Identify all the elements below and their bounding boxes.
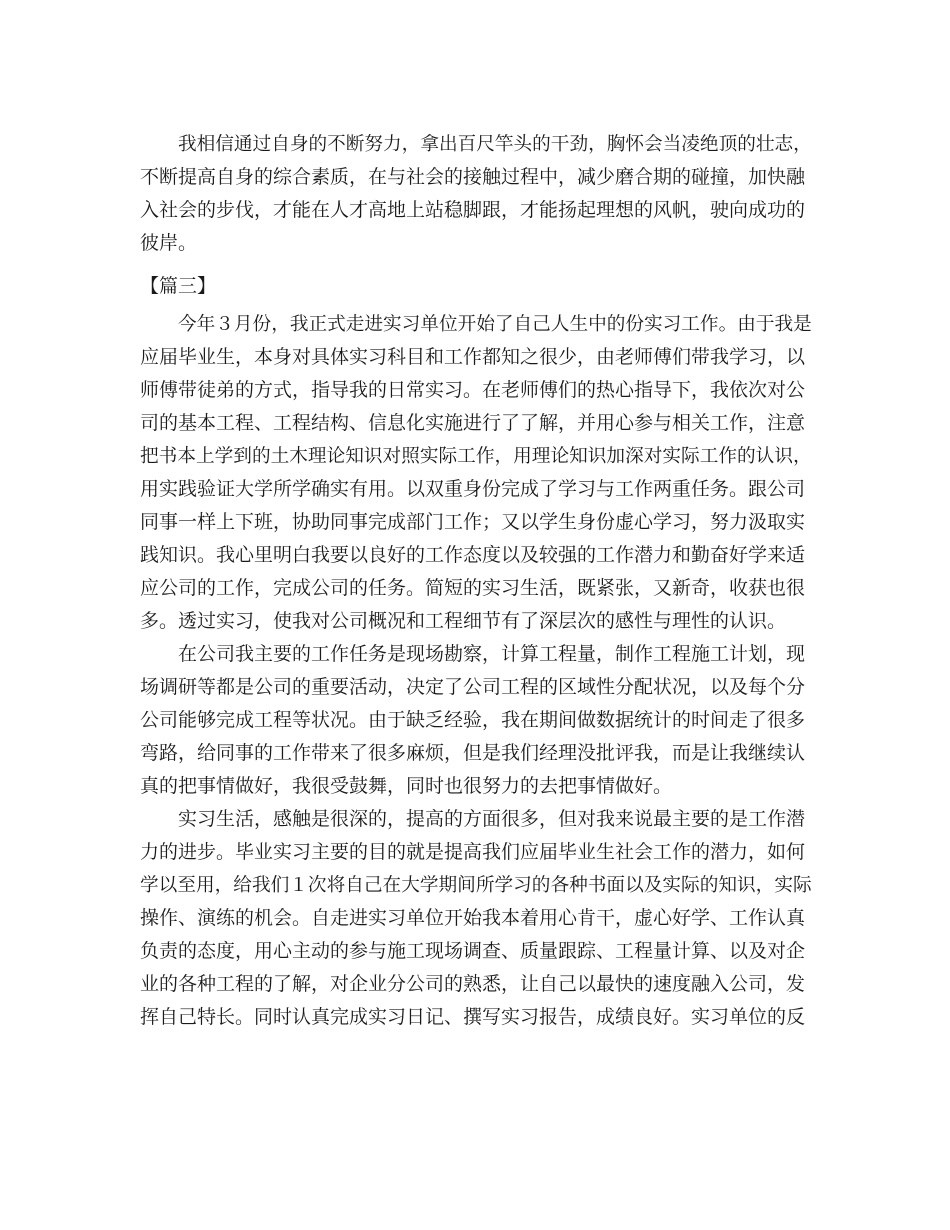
text-line: 把书本上学到的土木理论知识对照实际工作，用理论知识加深对实际工作的认识， [140,446,812,467]
text-line: 负责的态度，用心主动的参与施工现场调查、质量跟踪、工程量计算、以及对企 [140,940,806,962]
text-line: 用实践验证大学所学确实有用。以双重身份完成了学习与工作两重任务。跟公司 [140,478,806,500]
text-line: 弯路，给同事的工作带来了很多麻烦，但是我们经理没批评我，而是让我继续认 [140,742,806,764]
text-line: 场调研等都是公司的重要活动，决定了公司工程的区域性分配状况，以及每个分 [140,676,806,698]
text-line: 我相信通过自身的不断努力，拿出百尺竿头的干劲，胸怀会当凌绝顶的壮志， [178,134,812,155]
text-line: 师傅带徒弟的方式，指导我的日常实习。在老师傅们的热心指导下，我依次对公 [140,379,806,401]
text-line: 力的进步。毕业实习主要的目的就是提高我们应届毕业生社会工作的潜力，如何 [140,841,806,863]
text-line: 多。透过实习，使我对公司概况和工程细节有了深层次的感性与理性的认识。 [140,610,787,632]
text-line: 挥自己特长。同时认真完成实习日记、撰写实习报告，成绩良好。实习单位的反 [140,1006,806,1028]
text-line: 操作、演练的机会。自走进实习单位开始我本着用心肯干，虚心好学、工作认真 [140,907,806,929]
text-line: 应公司的工作，完成公司的任务。简短的实习生活，既紧张，又新奇，收获也很 [140,577,806,599]
text-line: 实习生活，感触是很深的，提高的方面很多，但对我来说最主要的是工作潜 [178,808,806,830]
text-line: 公司能够完成工程等状况。由于缺乏经验，我在期间做数据统计的时间走了很多 [140,709,806,731]
text-line: 在公司我主要的工作任务是现场勘察，计算工程量，制作工程施工计划，现 [178,643,806,665]
text-line: 司的基本工程、工程结构、信息化实施进行了了解，并用心参与相关工作，注意 [140,412,806,434]
text-line: 不断提高自身的综合素质，在与社会的接触过程中，减少磨合期的碰撞，加快融 [140,166,806,188]
text-line: 践知识。我心里明白我要以良好的工作态度以及较强的工作潜力和勤奋好学来适 [140,544,806,566]
text-line: 彼岸。 [140,232,198,254]
text-line: 同事一样上下班，协助同事完成部门工作；又以学生身份虚心学习，努力汲取实 [140,511,806,533]
text-line: 应届毕业生，本身对具体实习科目和工作都知之很少，由老师傅们带我学习，以 [140,346,806,368]
text-line: 今年３月份，我正式走进实习单位开始了自己人生中的份实习工作。由于我是 [178,314,812,335]
section-heading: 【篇三】 [140,275,217,297]
text-line: 真的把事情做好，我很受鼓舞，同时也很努力的去把事情做好。 [140,775,673,797]
text-line: 业的各种工程的了解，对企业分公司的熟悉，让自己以最快的速度融入公司，发 [140,973,806,995]
text-line: 入社会的步伐，才能在人才高地上站稳脚跟，才能扬起理想的风帆，驶向成功的 [140,199,806,221]
text-line: 学以至用，给我们１次将自己在大学期间所学习的各种书面以及实际的知识，实际 [140,875,812,896]
